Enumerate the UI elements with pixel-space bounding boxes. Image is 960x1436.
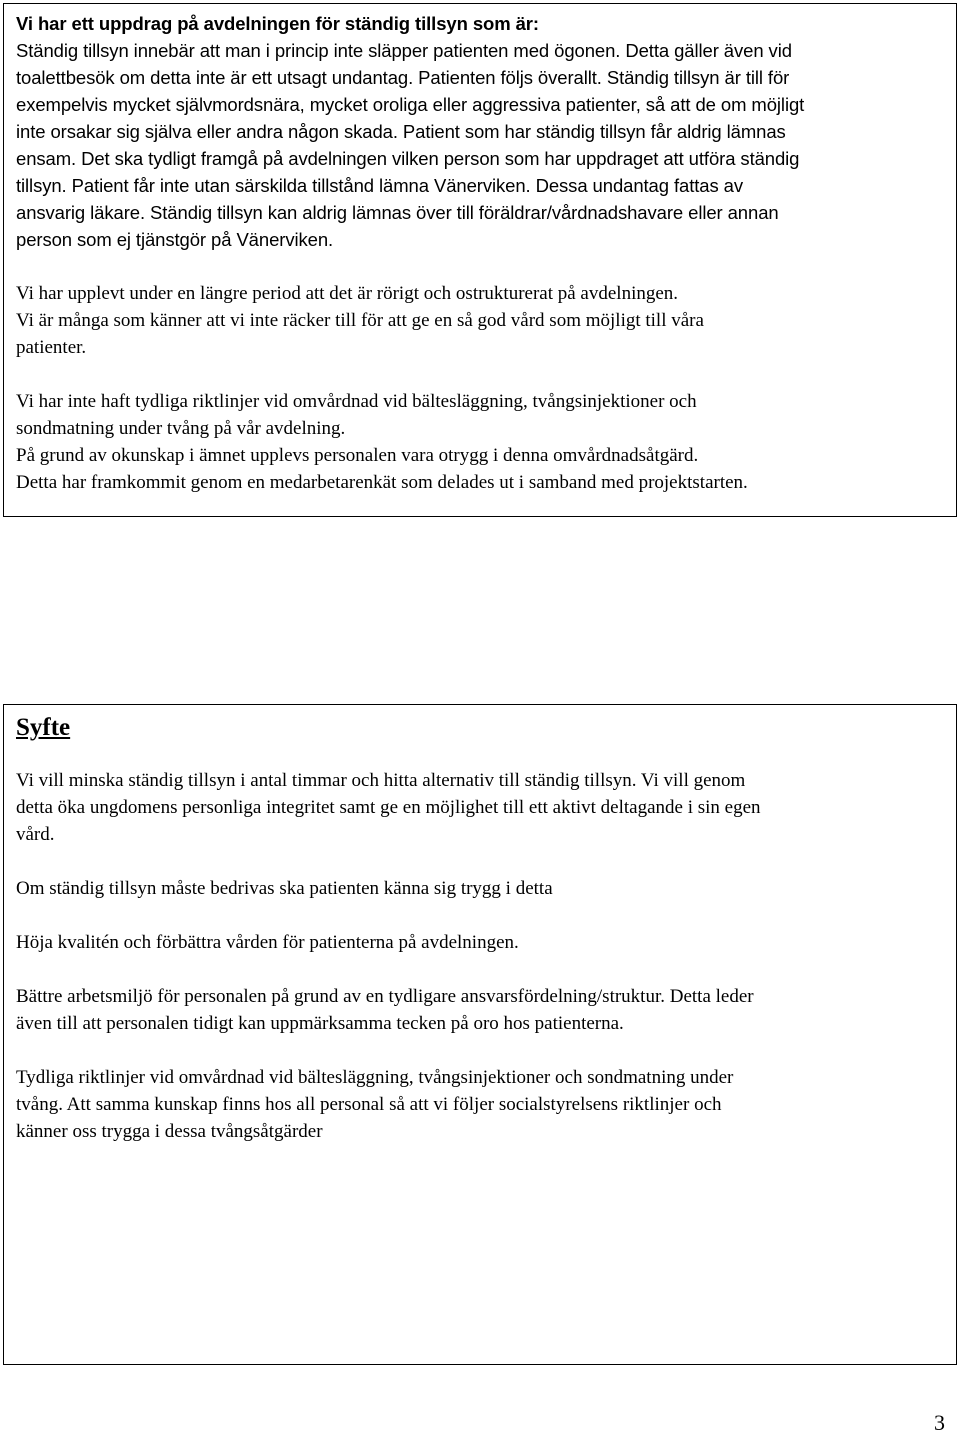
text-line: tillsyn. Patient får inte utan särskilda tillstånd lämna Vänerviken. Dessa undantag fattas av <box>16 175 743 196</box>
text-line: Vi har inte haft tydliga riktlinjer vid omvårdnad vid bältesläggning, tvångsinjektioner och <box>16 391 697 412</box>
text-line: ensam. Det ska tydligt framgå på avdelningen vilken person som har uppdraget att utföra ständig <box>16 148 800 169</box>
text-line: även till att personalen tidigt kan uppmärksamma tecken på oro hos patienterna. <box>16 1013 624 1034</box>
text-line: Detta har framkommit genom en medarbetarenkät som delades ut i samband med projektstarten. <box>16 472 748 493</box>
purpose-paragraph-5 <box>16 1064 946 1145</box>
page-number: 3 <box>934 1410 945 1435</box>
purpose-paragraph-1 <box>16 767 946 848</box>
purpose-heading: Syfte <box>16 714 71 741</box>
text-line: Vi är många som känner att vi inte räcker till för att ge en så god vård som möjligt till våra <box>16 310 704 331</box>
guidelines-paragraph <box>16 388 946 496</box>
text-line: ansvarig läkare. Ständig tillsyn kan aldrig lämnas över till föräldrar/vårdnadshavare eller annan <box>16 202 779 223</box>
text-line: person som ej tjänstgör på Vänerviken. <box>16 229 334 250</box>
assignment-heading: Vi har ett uppdrag på avdelningen för ständig tillsyn som är: <box>16 13 539 34</box>
assignment-paragraph <box>16 10 946 253</box>
text-line: patienter. <box>16 337 87 358</box>
text-line: exempelvis mycket självmordsnära, mycket oroliga eller aggressiva patienter, så att de om möjligt <box>16 94 805 115</box>
text-line: sondmatning under tvång på vår avdelning. <box>16 418 346 439</box>
text-line: inte orsakar sig själva eller andra någon skada. Patient som har ständig tillsyn får aldrig lämnas <box>16 121 786 142</box>
experience-paragraph <box>16 280 946 361</box>
text-line: Vi vill minska ständig tillsyn i antal timmar och hitta alternativ till ständig tillsyn. Vi vill genom <box>16 770 746 791</box>
text-line: tvång. Att samma kunskap finns hos all personal så att vi följer socialstyrelsens riktlinjer och <box>16 1094 722 1115</box>
text-line: Om ständig tillsyn måste bedrivas ska patienten känna sig trygg i detta <box>16 878 553 899</box>
text-line: vård. <box>16 824 55 845</box>
text-line: Vi har upplevt under en längre period att det är rörigt och ostrukturerat på avdelningen. <box>16 283 679 304</box>
text-line: Höja kvalitén och förbättra vården för patienterna på avdelningen. <box>16 932 519 953</box>
text-line: Bättre arbetsmiljö för personalen på grund av en tydligare ansvarsfördelning/struktur. Detta leder <box>16 986 754 1007</box>
text-line: På grund av okunskap i ämnet upplevs personalen vara otrygg i denna omvårdnadsåtgärd. <box>16 445 699 466</box>
text-line: Ständig tillsyn innebär att man i princip inte släpper patienten med ögonen. Detta gäller även vid <box>16 40 792 61</box>
purpose-paragraph-4 <box>16 983 946 1037</box>
text-line: toalettbesök om detta inte är ett utsagt undantag. Patienten följs överallt. Ständig tillsyn är till för <box>16 67 790 88</box>
text-line: Tydliga riktlinjer vid omvårdnad vid bältesläggning, tvångsinjektioner och sondmatning under <box>16 1067 734 1088</box>
text-line: detta öka ungdomens personliga integritet samt ge en möjlighet till ett aktivt deltagande i sin egen <box>16 797 761 818</box>
purpose-paragraph-2 <box>16 875 946 902</box>
purpose-box <box>3 704 957 1365</box>
assignment-box <box>3 3 957 517</box>
text-line: känner oss trygga i dessa tvångsåtgärder <box>16 1121 323 1142</box>
purpose-paragraph-3 <box>16 929 946 956</box>
